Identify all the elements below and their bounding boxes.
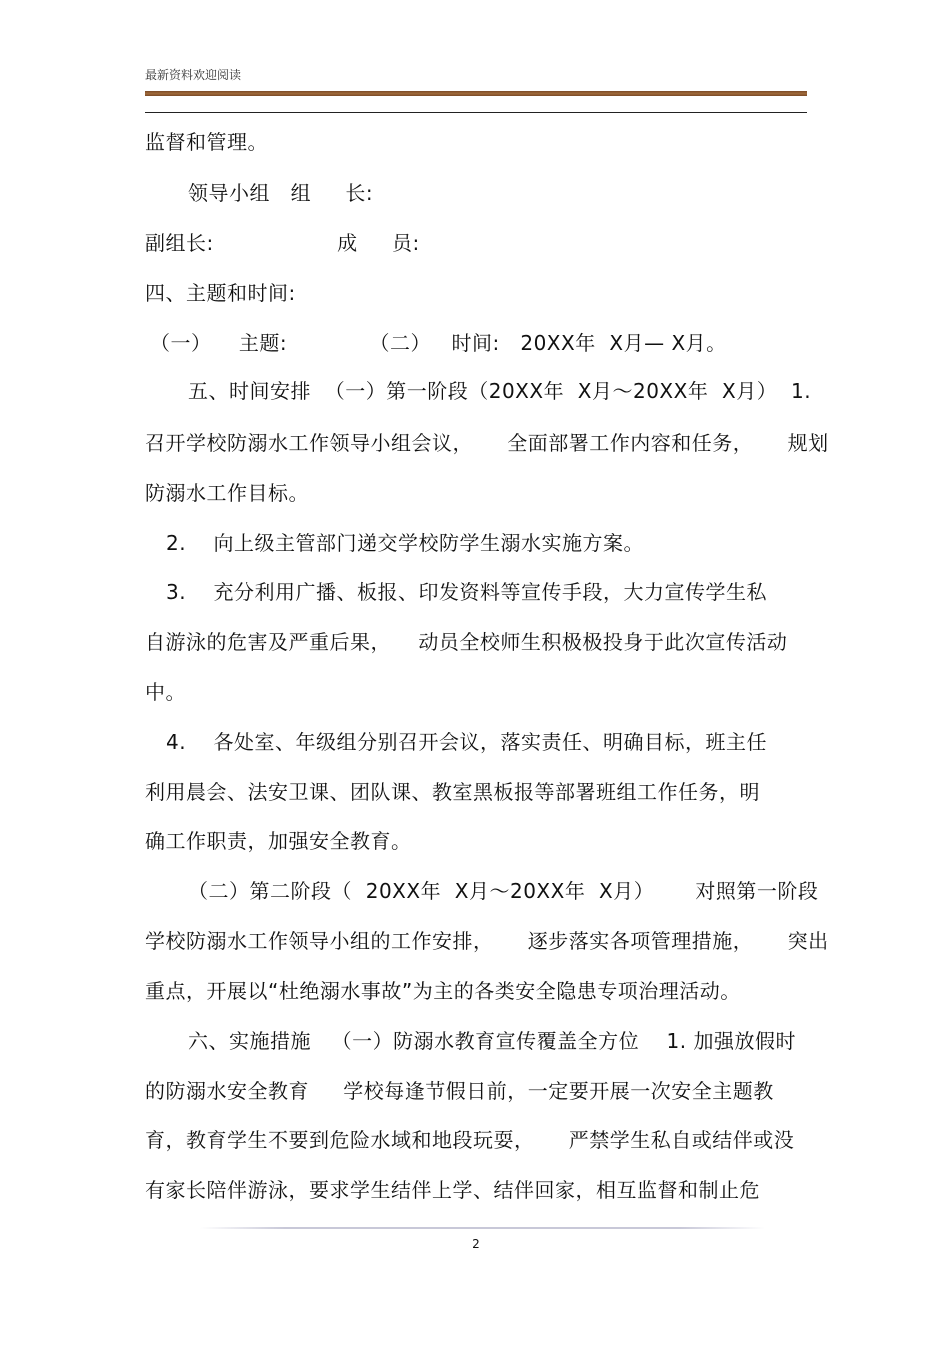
- body-line: 五、时间安排 （一）第一阶段（20XX年 X月～20XX年 X月） 1.: [188, 379, 812, 403]
- footer-rule: [200, 1227, 765, 1229]
- body-line: 4. 各处室、年级组分别召开会议，落实责任、明确目标，班主任: [166, 730, 768, 754]
- header-rule-thin: [145, 112, 807, 113]
- body-line: 防溺水工作目标。: [145, 481, 309, 505]
- body-line: 自游泳的危害及严重后果， 动员全校师生积极极投身于此次宣传活动: [145, 630, 788, 654]
- header-rule-thick: [145, 91, 807, 96]
- body-line: 监督和管理。: [145, 130, 268, 154]
- body-line: 的防溺水安全教育 学校每逢节假日前，一定要开展一次安全主题教: [145, 1079, 774, 1103]
- body-line: 育，教育学生不要到危险水域和地段玩耍， 严禁学生私自或结伴或没: [145, 1128, 795, 1152]
- page-header-text: 最新资料欢迎阅读: [145, 68, 242, 82]
- page-number: 2: [472, 1237, 480, 1251]
- body-line: （一） 主题: （二） 时间: 20XX年 X月— X月。: [150, 331, 727, 355]
- body-line: 确工作职责，加强安全教育。: [145, 829, 412, 853]
- body-line: 六、实施措施 （一）防溺水教育宣传覆盖全方位 1. 加强放假时: [188, 1029, 796, 1053]
- body-line: （二）第二阶段（ 20XX年 X月～20XX年 X月） 对照第一阶段: [188, 879, 819, 903]
- body-line: 中。: [145, 680, 186, 704]
- body-line: 召开学校防溺水工作领导小组会议， 全面部署工作内容和任务， 规划: [145, 431, 829, 455]
- body-line: 有家长陪伴游泳，要求学生结伴上学、结伴回家，相互监督和制止危: [145, 1178, 760, 1202]
- body-line: 领导小组 组 长:: [188, 181, 374, 205]
- body-line: 2. 向上级主管部门递交学校防学生溺水实施方案。: [166, 531, 645, 555]
- body-line: 学校防溺水工作领导小组的工作安排， 逐步落实各项管理措施， 突出: [145, 929, 829, 953]
- body-line: 3. 充分利用广播、板报、印发资料等宣传手段，大力宣传学生私: [166, 580, 768, 604]
- body-line: 副组长: 成 员:: [145, 231, 420, 255]
- body-line: 重点，开展以“杜绝溺水事故”为主的各类安全隐患专项治理活动。: [145, 979, 741, 1003]
- body-line: 四、主题和时间:: [145, 281, 296, 305]
- body-line: 利用晨会、法安卫课、团队课、教室黑板报等部署班组工作任务，明: [145, 780, 760, 804]
